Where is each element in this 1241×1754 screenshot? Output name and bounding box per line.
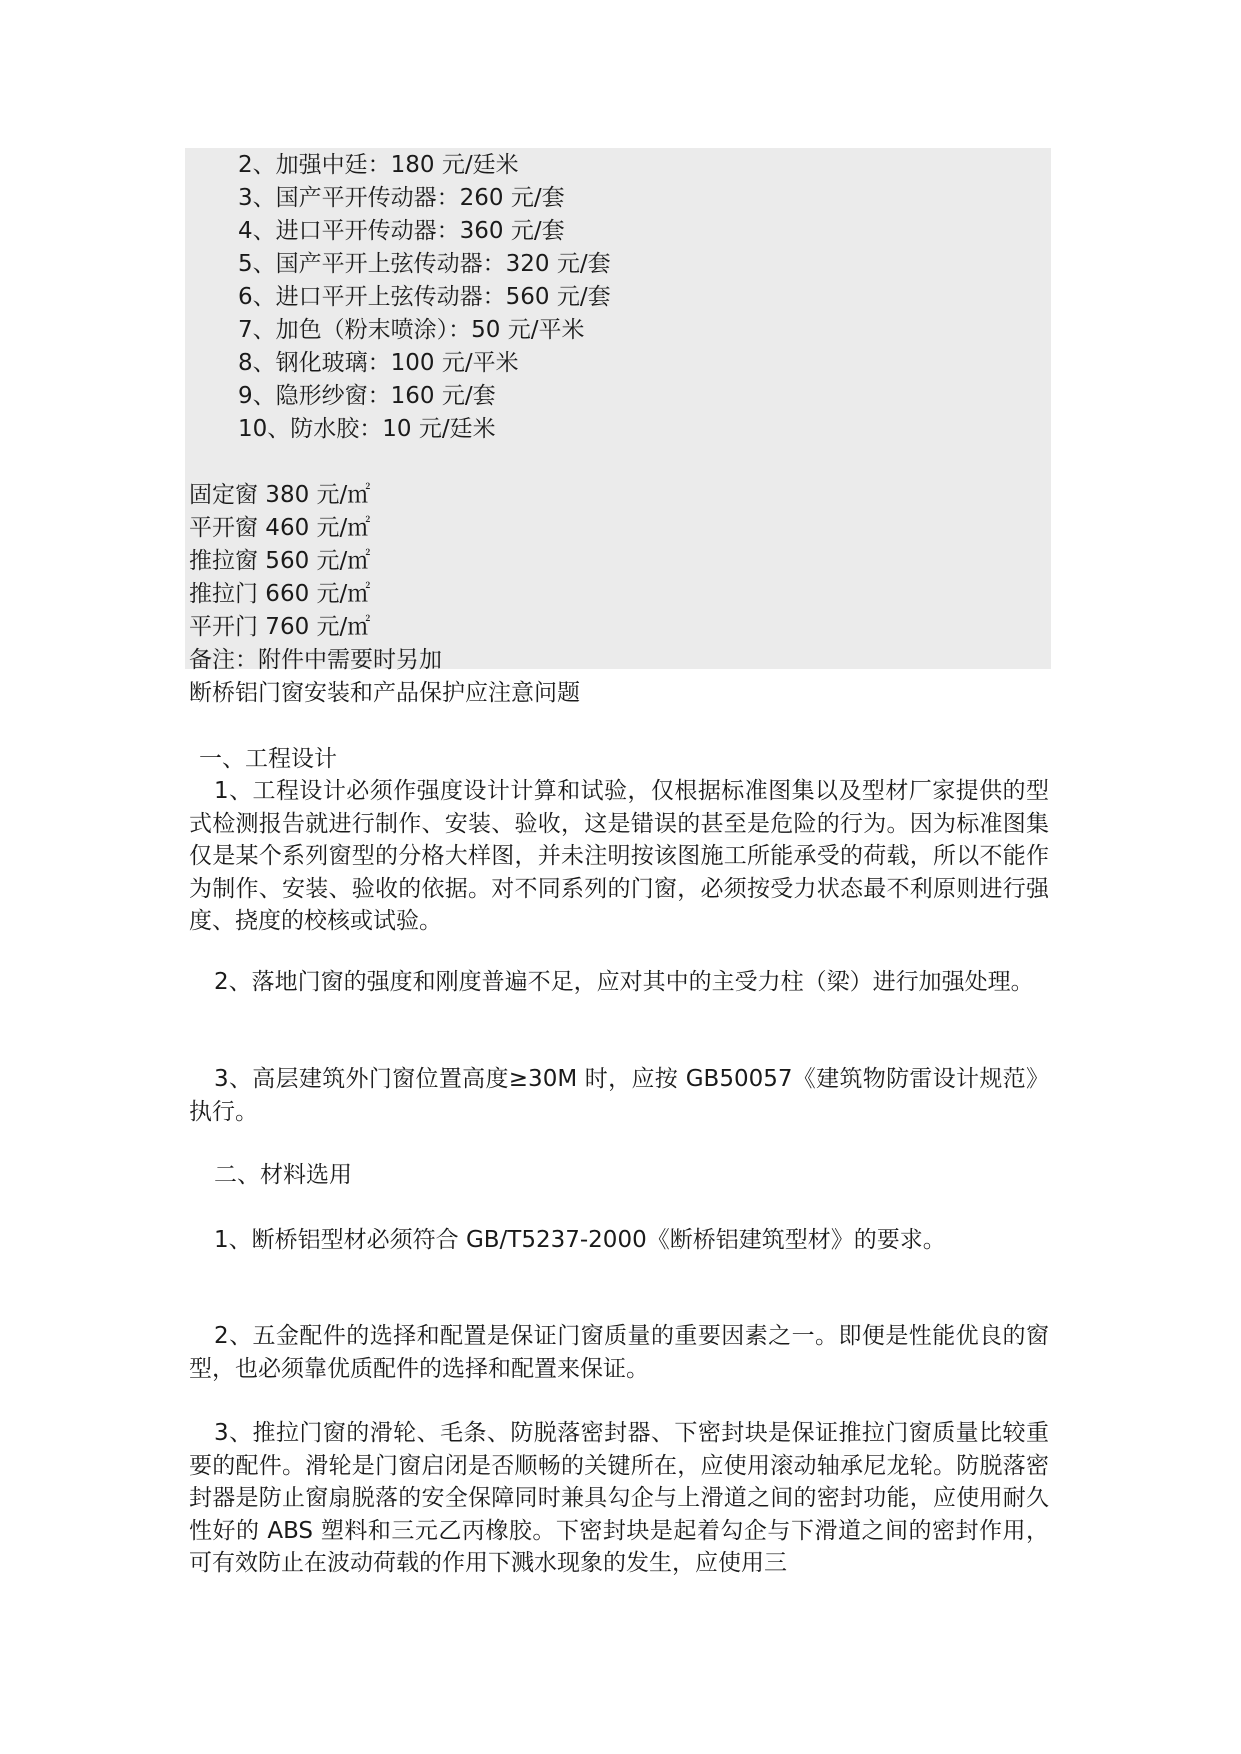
unit-price-fixed-window: 固定窗 380 元/㎡ — [189, 482, 371, 508]
price-item-3: 3、国产平开传动器：260 元/套 — [238, 185, 565, 211]
unit-price-sliding-window: 推拉窗 560 元/㎡ — [189, 548, 371, 574]
paragraph-design-2 — [189, 966, 1049, 999]
paragraph-text: 2、五金配件的选择和配置是保证门窗质量的重要因素之一。即便是性能优良的窗型，也必须靠优质配件的选择和配置来保证。 — [189, 1323, 1049, 1382]
price-item-10: 10、防水胶：10 元/廷米 — [238, 416, 496, 442]
paragraph-text: 1、工程设计必须作强度设计计算和试验，仅根据标准图集以及型材厂家提供的型式检测报告就进行制作、安装、验收，这是错误的甚至是危险的行为。因为标准图集仅是某个系列窗型的分格大样图，并未注明按该图施工所能承受的荷载，所以不能作为制作、安装、验收的依据。对不同系列的门窗，必须按受力状态最不利原则进行强度、挠度的校核或试验。 — [189, 778, 1049, 935]
price-note: 备注：附件中需要时另加 — [189, 647, 442, 673]
price-item-7: 7、加色（粉末喷涂）：50 元/平米 — [238, 317, 585, 343]
unit-price-sliding-door: 推拉门 660 元/㎡ — [189, 581, 371, 607]
paragraph-text: 3、高层建筑外门窗位置高度≥30M 时，应按 GB50057《建筑物防雷设计规范》执行。 — [189, 1066, 1049, 1125]
paragraph-design-1 — [189, 775, 1049, 938]
price-item-5: 5、国产平开上弦传动器：320 元/套 — [238, 251, 611, 277]
unit-price-casement-door: 平开门 760 元/㎡ — [189, 614, 371, 640]
price-item-4: 4、进口平开传动器：360 元/套 — [238, 218, 565, 244]
article-title: 断桥铝门窗安装和产品保护应注意问题 — [189, 680, 580, 706]
price-item-2: 2、加强中廷：180 元/廷米 — [238, 152, 519, 178]
paragraph-text: 3、推拉门窗的滑轮、毛条、防脱落密封器、下密封块是保证推拉门窗质量比较重要的配件。滑轮是门窗启闭是否顺畅的关键所在，应使用滚动轴承尼龙轮。防脱落密封器是防止窗扇脱落的安全保障同时兼具勾企与上滑道之间的密封功能，应使用耐久性好的 ABS 塑料和三元乙丙橡胶。下密封块是起着勾企与下滑道之间的密封作用，可有效防止在波动荷载的作用下溅水现象的发生，应使用三 — [189, 1420, 1049, 1577]
section-heading-design: 一、工程设计 — [199, 746, 337, 772]
paragraph-text: 1、断桥铝型材必须符合 GB/T5237-2000《断桥铝建筑型材》的要求。 — [214, 1227, 946, 1253]
paragraph-materials-2 — [189, 1320, 1049, 1385]
price-item-8: 8、钢化玻璃：100 元/平米 — [238, 350, 519, 376]
paragraph-design-3 — [189, 1063, 1049, 1128]
price-item-9: 9、隐形纱窗：160 元/套 — [238, 383, 496, 409]
price-item-6: 6、进口平开上弦传动器：560 元/套 — [238, 284, 611, 310]
unit-price-casement-window: 平开窗 460 元/㎡ — [189, 515, 371, 541]
paragraph-materials-3 — [189, 1417, 1049, 1580]
section-heading-materials: 二、材料选用 — [214, 1162, 352, 1188]
paragraph-materials-1 — [189, 1224, 1049, 1257]
paragraph-text: 2、落地门窗的强度和刚度普遍不足，应对其中的主受力柱（梁）进行加强处理。 — [214, 969, 1034, 995]
